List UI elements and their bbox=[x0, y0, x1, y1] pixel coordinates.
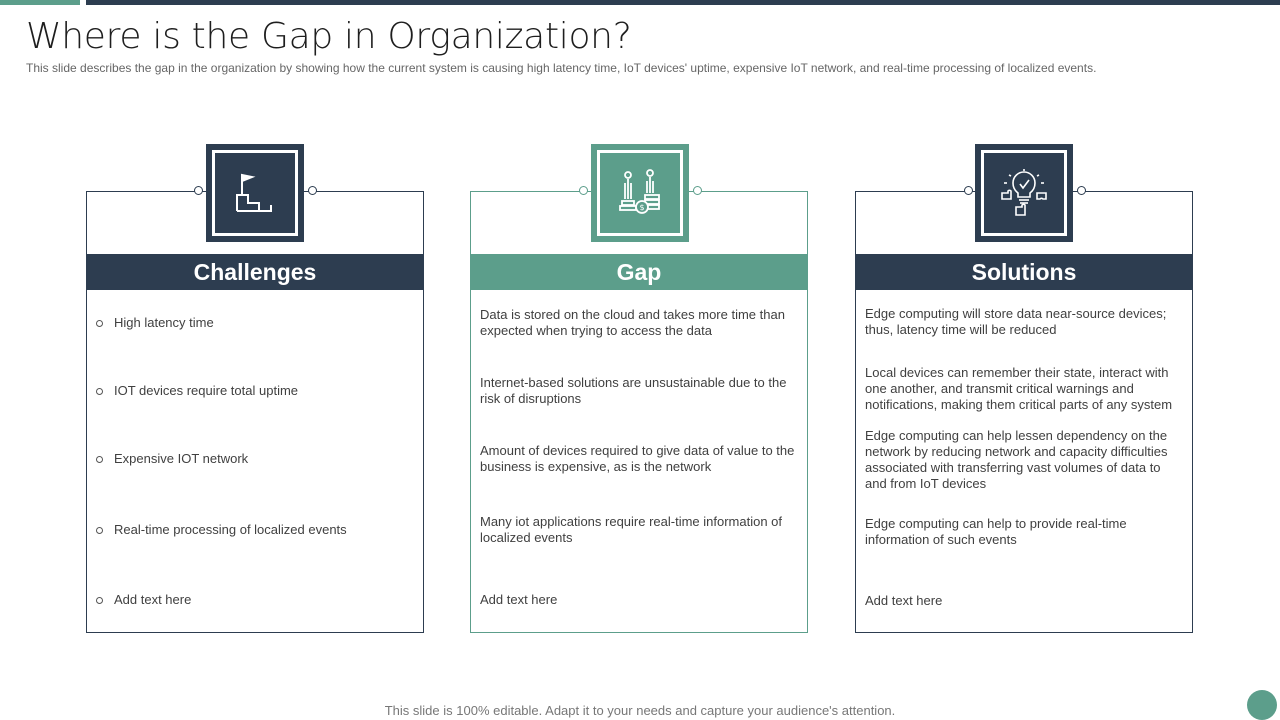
top-bar bbox=[86, 0, 1280, 5]
lightbulb-puzzle-icon bbox=[1000, 169, 1048, 217]
svg-text:$: $ bbox=[639, 203, 645, 212]
slide-footer: This slide is 100% editable. Adapt it to your needs and capture your audience's attention. bbox=[384, 703, 896, 718]
gap-header: Gap bbox=[470, 254, 808, 290]
list-item: Many iot applications require real-time information of localized events bbox=[480, 514, 783, 545]
slide-title: Where is the Gap in Organization? bbox=[26, 16, 632, 57]
solutions-icon-box bbox=[975, 144, 1073, 242]
list-item: Edge computing can help to provide real-time information of such events bbox=[865, 516, 1127, 547]
connector-node bbox=[579, 186, 588, 195]
connector-node bbox=[693, 186, 702, 195]
people-on-coins-icon bbox=[616, 169, 664, 217]
list-item: IOT devices require total uptime bbox=[95, 383, 434, 399]
list-item: Amount of devices required to give data of value to the business is expensive, as is the network bbox=[480, 443, 795, 474]
gap-card bbox=[470, 191, 808, 633]
list-item: Edge computing will store data near-source devices; thus, latency time will be reduced bbox=[865, 306, 1167, 337]
list-item: High latency time bbox=[95, 315, 434, 331]
list-item: Real-time processing of localized events bbox=[95, 522, 434, 538]
list-item[interactable]: Add text here bbox=[480, 592, 558, 607]
list-item[interactable]: Add text here bbox=[865, 593, 943, 608]
list-item: Internet-based solutions are unsustainable due to the risk of disruptions bbox=[480, 375, 787, 406]
list-item: Local devices can remember their state, interact with one another, and transmit critical warnings and notifications, making them critical parts of any system bbox=[865, 365, 1173, 412]
list-item[interactable]: Add text here bbox=[95, 592, 434, 608]
list-item: Edge computing can help lessen dependency on the network by reducing network and capacity difficulties associated with transferring vast volumes of data to and from IoT devices bbox=[865, 428, 1168, 491]
solutions-header: Solutions bbox=[855, 254, 1193, 290]
list-item: Data is stored on the cloud and takes more time than expected when trying to access the data bbox=[480, 307, 785, 338]
top-accent-bar bbox=[0, 0, 80, 5]
slide-subtitle: This slide describes the gap in the organization by showing how the current system is causing high latency time, IoT devices' uptime, expensive IoT network, and real-time processing of localized events. bbox=[26, 61, 1097, 75]
podium-flag-icon bbox=[231, 169, 279, 217]
connector-node bbox=[1077, 186, 1086, 195]
challenges-card bbox=[86, 191, 424, 633]
connector-node bbox=[194, 186, 203, 195]
gap-icon-box bbox=[591, 144, 689, 242]
corner-circle-decoration bbox=[1247, 690, 1277, 720]
connector-node bbox=[308, 186, 317, 195]
connector-node bbox=[964, 186, 973, 195]
challenges-icon-box bbox=[206, 144, 304, 242]
list-item: Expensive IOT network bbox=[95, 451, 434, 467]
challenges-header: Challenges bbox=[86, 254, 424, 290]
